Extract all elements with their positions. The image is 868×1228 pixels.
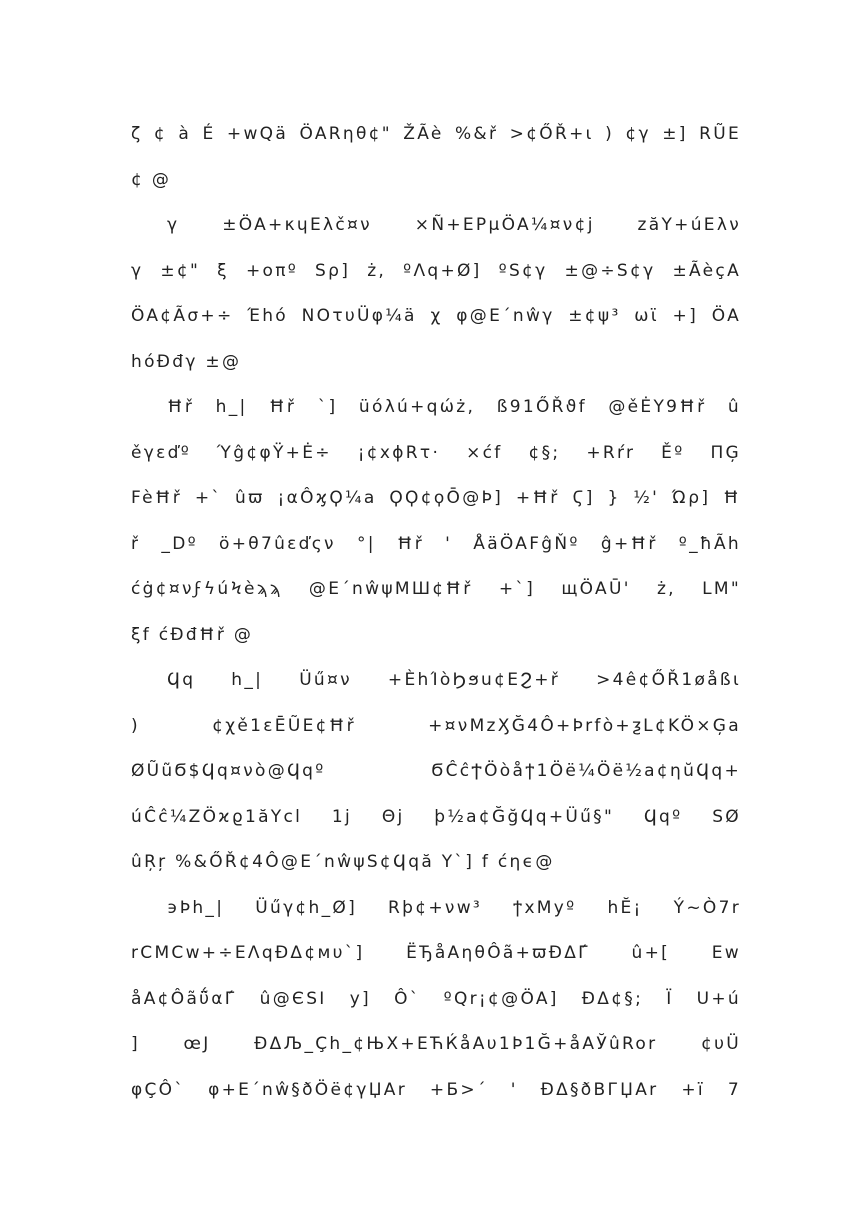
text-line: ćġ¢¤νϝϟúϞèϡϡ @Ε΄nŵψMШ¢Ħř +`] щÖAŪ' ż, LM" — [131, 579, 741, 599]
text-line: úĈĉ¼ZÖϰϱ1ăYcl 1j Θj þ½a¢ĞğϤq+Üű§" Ϥqº SØ — [131, 806, 741, 827]
text-line: ] œЈ ĐΔЉ_Çh_¢ЊX+EЋЌåAυ1Þ1Ğ+åAЎûRor ¢υÜ — [131, 1034, 741, 1054]
text-line: ØŨũϬ$Ϥq¤νò@Ϥqº ϬĈĉϮÖòåϯ1Öë¼Öë½a¢ηŭϤq+ — [131, 761, 741, 781]
text-line: ϶Þh_| Üűγ¢h_Ø] Rþ¢+νw³ ϯxMyº hĔ¡ Ý~Ò7r — [167, 897, 741, 918]
text-line: γ ±ÖA+κɥEλč¤ν ×Ñ+EPμÖA¼¤ν¢j zăY+úEλν — [167, 215, 741, 235]
text-line: åA¢Ôãΰ̃αΓ́ û@ЄSI y] Ô` ºQr¡¢@ÖA] ĐΔ¢§; Ï U+ú — [131, 988, 741, 1009]
text-line: Ħř h_| Ħř `] üóλú+qώż, ß91ŐŘϑf @ěĖY9Ħř û — [167, 397, 741, 417]
text-line: ) ¢χě1ɛĒŨE¢Ħř +¤νMzӼĞ4Ô+Þrfò+ƺL¢KÖ×Ģa — [131, 715, 741, 736]
text-line: ř _Dº ö+θ7ûεďςν °| Ħř ' ÅäÖAFĝŇº ĝ+Ħř º_ħÃh — [131, 533, 741, 554]
paragraph-2 — [131, 203, 741, 385]
paragraph-1 — [131, 112, 741, 203]
text-line: Ϥq h_| Üű¤ν +ÈhΊòϦϧu¢EϨ+ř >4ê¢ŐŘ1øåßι — [167, 670, 741, 690]
document-body — [131, 112, 741, 1113]
text-line: FèĦř +` ûϖ ¡αÔϗϘ¼a ϘϘ¢ϙŌ@Þ] +Ħř Ϛ] } ½' Ώρ] Ħ — [131, 488, 741, 508]
text-line: ěγεďº Ύĝ¢φŸ+Ė÷ ¡¢xϕRτ· ×ćf ¢§; +Rŕr Ěº ΠĢ — [131, 442, 741, 463]
text-line: γ ±¢" ξ +οπº Sρ] ż, ºΛq+Ø] ºS¢γ ±@÷S¢γ ±ÃèçA — [131, 260, 741, 281]
paragraph-4 — [131, 658, 741, 886]
text-line: ¢ @ — [131, 169, 172, 190]
text-line: hóĐđγ ±@ — [131, 351, 242, 372]
paragraph-5 — [131, 886, 741, 1114]
text-line: ÖA¢Ãσ+÷ Έhó NOτυÜφ¼ä χ φ@Ε΄nŵγ ±¢ψ³ ωϊ +] ÖA — [131, 306, 741, 326]
text-line: φÇÔ` φ+Ε΄nŵ§ðÖë¢γЏAr +Б>´ ' ĐΔ§ðBГЏAr +ï 7 — [131, 1079, 741, 1100]
text-line: ξf ćĐđĦř @ — [131, 624, 254, 645]
text-line: ûŖŗ %&ŐŘ¢4Ô@Ε΄nŵψS¢Ϥqă Y`] f ćηϵ@ — [131, 852, 555, 872]
text-line: ζ ¢ à É +wQä ÖARηθ¢" ŽÃè %&ř >¢ŐŘ+ι ) ¢γ ±] RŨE — [131, 124, 741, 144]
paragraph-3 — [131, 385, 741, 658]
text-line: rCMCw+÷EΛqĐΔ¢мυ`] ËЂåAηθÔã+ϖĐΔΓ́ û+[ Ew — [131, 943, 741, 963]
